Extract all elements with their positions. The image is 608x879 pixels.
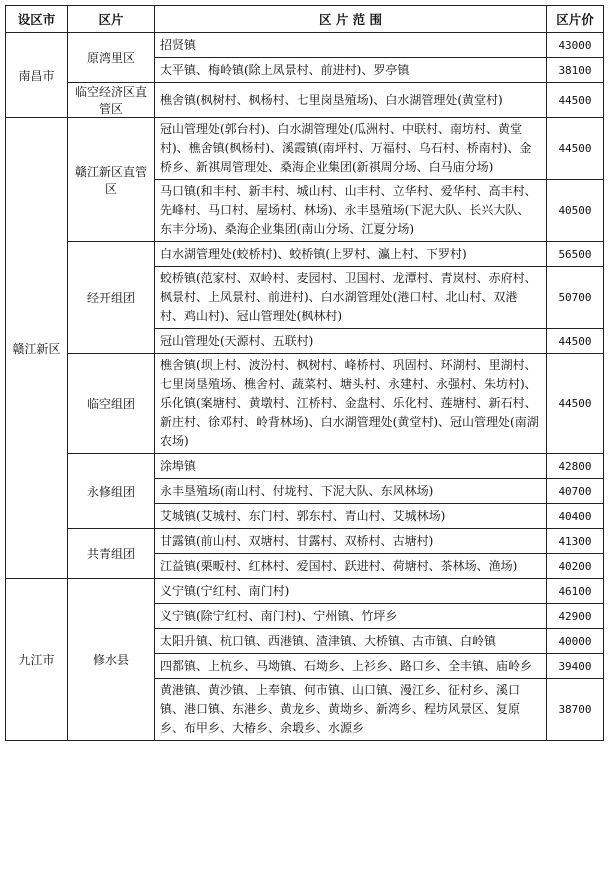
price-cell: 42900 (547, 604, 604, 629)
area-cell: 临空经济区直管区 (68, 83, 155, 118)
price-cell: 40200 (547, 554, 604, 579)
price-cell: 56500 (547, 242, 604, 267)
scope-cell: 太平镇、梅岭镇(除上凤景村、前进村)、罗亭镇 (155, 58, 547, 83)
price-cell: 44500 (547, 329, 604, 354)
area-cell: 永修组团 (68, 454, 155, 529)
area-cell: 共青组团 (68, 529, 155, 579)
table-row (6, 354, 604, 454)
table-row (6, 118, 604, 180)
header-price: 区片价 (547, 6, 604, 33)
scope-cell: 白水湖管理处(蛟桥村)、蛟桥镇(上罗村、瀛上村、下罗村) (155, 242, 547, 267)
price-cell: 50700 (547, 267, 604, 329)
price-cell: 39400 (547, 654, 604, 679)
area-cell: 经开组团 (68, 242, 155, 354)
scope-cell: 马口镇(和丰村、新丰村、城山村、山丰村、立华村、爱华村、高丰村、先峰村、马口村、屋场村、林场)、永丰垦殖场(下泥大队、长兴大队、东丰分场)、桑海企业集团(南山分场、江夏分场) (155, 180, 547, 242)
table-body (6, 33, 604, 741)
area-cell: 临空组团 (68, 354, 155, 454)
price-cell: 43000 (547, 33, 604, 58)
price-cell: 38700 (547, 679, 604, 741)
price-cell: 44500 (547, 118, 604, 180)
scope-cell: 四都镇、上杭乡、马坳镇、石坳乡、上衫乡、路口乡、全丰镇、庙岭乡 (155, 654, 547, 679)
price-cell: 40000 (547, 629, 604, 654)
price-cell: 40700 (547, 479, 604, 504)
area-cell: 原湾里区 (68, 33, 155, 83)
scope-cell: 永丰垦殖场(南山村、付垅村、下泥大队、东风林场) (155, 479, 547, 504)
city-cell: 赣江新区 (6, 118, 68, 579)
scope-cell: 涂埠镇 (155, 454, 547, 479)
table-row (6, 33, 604, 58)
price-cell: 40400 (547, 504, 604, 529)
table-row (6, 454, 604, 479)
price-cell: 46100 (547, 579, 604, 604)
scope-cell: 艾城镇(艾城村、东门村、郭东村、青山村、艾城林场) (155, 504, 547, 529)
price-cell: 38100 (547, 58, 604, 83)
scope-cell: 蛟桥镇(范家村、双岭村、麦园村、卫国村、龙潭村、青岚村、赤府村、枫景村、上凤景村、前进村)、白水湖管理处(港口村、北山村、双港村、鸡山村)、冠山管理处(枫林村) (155, 267, 547, 329)
area-cell: 赣江新区直管区 (68, 118, 155, 242)
price-cell: 44500 (547, 354, 604, 454)
header-row (6, 6, 604, 33)
table-row (6, 242, 604, 267)
scope-cell: 招贤镇 (155, 33, 547, 58)
table-row (6, 529, 604, 554)
price-cell: 44500 (547, 83, 604, 118)
header-city: 设区市 (6, 6, 68, 33)
land-price-table (5, 5, 604, 741)
city-cell: 九江市 (6, 579, 68, 741)
scope-cell: 樵舍镇(枫树村、枫杨村、七里岗垦殖场)、白水湖管理处(黄堂村) (155, 83, 547, 118)
city-cell: 南昌市 (6, 33, 68, 118)
scope-cell: 冠山管理处(郭台村)、白水湖管理处(瓜洲村、中联村、南坊村、黄堂村)、樵舍镇(枫杨村)、溪霞镇(南坪村、万福村、乌石村、桥南村)、金桥乡、新祺周管理处、桑海企业集团(新祺周分场、白马庙分场) (155, 118, 547, 180)
scope-cell: 冠山管理处(天源村、五联村) (155, 329, 547, 354)
price-cell: 41300 (547, 529, 604, 554)
price-cell: 42800 (547, 454, 604, 479)
scope-cell: 江益镇(栗畈村、红林村、爱国村、跃进村、荷塘村、茶林场、渔场) (155, 554, 547, 579)
price-cell: 40500 (547, 180, 604, 242)
scope-cell: 甘露镇(前山村、双塘村、甘露村、双桥村、古塘村) (155, 529, 547, 554)
scope-cell: 樵舍镇(坝上村、波汾村、枫树村、峰桥村、巩固村、环湖村、里湖村、七里岗垦殖场、樵舍村、蔬菜村、塘头村、永建村、永强村、朱坊村)、乐化镇(案塘村、黄墩村、江桥村、金盘村、乐化村、莲塘村、新石村、新庄村、徐邓村、岭背林场)、白水湖管理处(黄堂村)、冠山管理处(南湖农场) (155, 354, 547, 454)
table-row (6, 579, 604, 604)
scope-cell: 黄港镇、黄沙镇、上奉镇、何市镇、山口镇、漫江乡、征村乡、溪口镇、港口镇、东港乡、黄龙乡、黄坳乡、新湾乡、程坊风景区、复原乡、布甲乡、大椿乡、余塅乡、水源乡 (155, 679, 547, 741)
scope-cell: 太阳升镇、杭口镇、西港镇、渣津镇、大桥镇、古市镇、白岭镇 (155, 629, 547, 654)
scope-cell: 义宁镇(宁红村、南门村) (155, 579, 547, 604)
scope-cell: 义宁镇(除宁红村、南门村)、宁州镇、竹坪乡 (155, 604, 547, 629)
table-row (6, 83, 604, 118)
area-cell: 修水县 (68, 579, 155, 741)
header-area: 区片 (68, 6, 155, 33)
header-scope: 区 片 范 围 (155, 6, 547, 33)
